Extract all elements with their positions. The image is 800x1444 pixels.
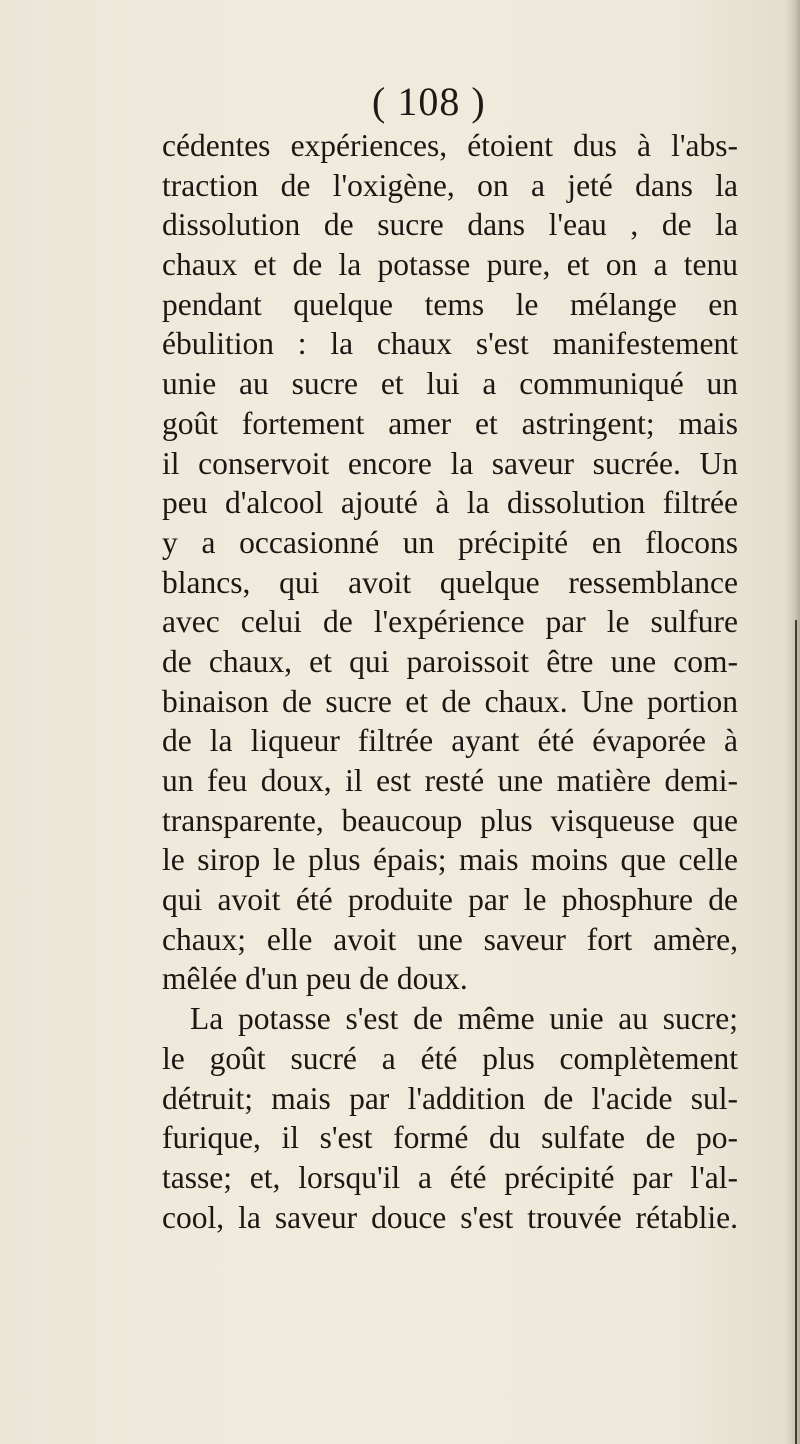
text-line: détruit; mais par l'addition de l'acide sul- (162, 1080, 738, 1116)
text-line: traction de l'oxigène, on a jeté dans la (162, 167, 738, 203)
text-line: tasse; et, lorsqu'il a été précipité par l'al- (162, 1159, 738, 1195)
text-line: unie au sucre et lui a communiqué un (162, 366, 738, 402)
text-line: avec celui de l'expérience par le sulfure (162, 604, 738, 640)
paragraph-start-line: La potasse s'est de même unie au sucre; (190, 1001, 738, 1037)
text-line: pendant quelque tems le mélange en (162, 286, 738, 322)
text-line: transparente, beaucoup plus visqueuse que (162, 802, 738, 838)
text-line: cool, la saveur douce s'est trouvée rétablie. (162, 1199, 738, 1235)
text-line: blancs, qui avoit quelque ressemblance (162, 564, 738, 600)
text-line: binaison de sucre et de chaux. Une portion (162, 683, 738, 719)
text-line: cédentes expériences, étoient dus à l'abs- (162, 128, 738, 163)
text-line: de chaux, et qui paroissoit être une com- (162, 643, 738, 679)
text-line: il conservoit encore la saveur sucrée. Un (162, 445, 738, 481)
text-line: y a occasionné un précipité en flocons (162, 524, 738, 560)
paragraph-end-line: mêlée d'un peu de doux. (162, 961, 468, 997)
text-line: dissolution de sucre dans l'eau , de la (162, 207, 738, 243)
page-edge-line (795, 620, 797, 1444)
text-line: un feu doux, il est resté une matière demi- (162, 763, 738, 798)
text-line: le goût sucré a été plus complètement (162, 1040, 738, 1076)
text-line: de la liqueur filtrée ayant été évaporée à (162, 723, 738, 759)
text-line: goût fortement amer et astringent; mais (162, 405, 738, 441)
text-line: furique, il s'est formé du sulfate de po- (162, 1120, 738, 1156)
text-line: chaux et de la potasse pure, et on a tenu (162, 247, 738, 283)
text-line: ébulition : la chaux s'est manifestement (162, 326, 738, 362)
page-edge-shadow (786, 0, 800, 1444)
page-number: ( 108 ) (372, 79, 486, 124)
text-line: chaux; elle avoit une saveur fort amère, (162, 921, 738, 957)
text-line: qui avoit été produite par le phosphure de (162, 882, 738, 918)
text-line: peu d'alcool ajouté à la dissolution filtrée (162, 485, 738, 521)
body-text (162, 126, 738, 1237)
text-line: le sirop le plus épais; mais moins que celle (162, 842, 738, 878)
